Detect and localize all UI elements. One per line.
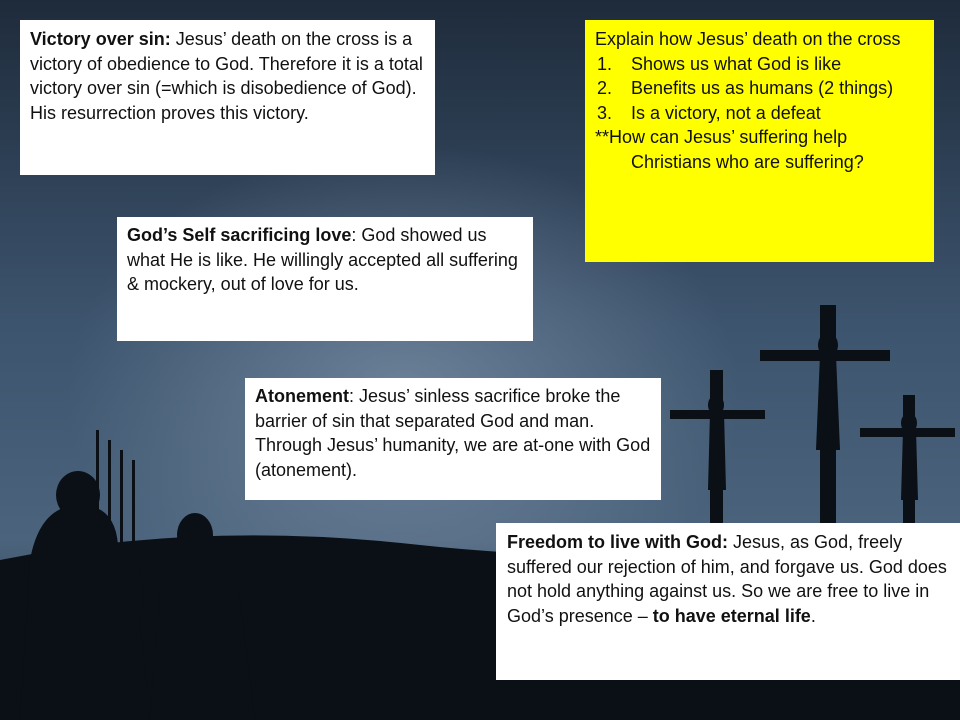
- list-item: [595, 52, 924, 77]
- item-text: Benefits us as humans (2 things): [631, 78, 894, 98]
- freedom-heading: Freedom to live with God:: [507, 532, 729, 552]
- freedom-text: Jesus, as God, freely suffered our rejection of him, and forgave us. God does not hold anything against us. So we are free to live in God’s presence –: [507, 532, 947, 626]
- love-text: : God showed us what He is like. He willingly accepted all suffering & mockery, out of love for us.: [127, 225, 518, 294]
- item-text: Is a victory, not a defeat: [631, 102, 821, 123]
- freedom-to-live-box: [496, 523, 960, 680]
- atonement-text: : Jesus’ sinless sacrifice broke the barrier of sin that separated God and man. Through Jesus’ humanity, we are at-one with God (atonement).: [255, 386, 651, 480]
- item-text: Shows us what God is like: [631, 53, 842, 74]
- item-number: 3.: [597, 102, 613, 123]
- item-number: 2.: [597, 78, 613, 98]
- victory-text: Jesus’ death on the cross is a victory of obedience to God. Therefore it is a total victory over sin (=which is disobedience of God). His resurrection proves this victory.: [30, 29, 423, 123]
- questions-list: [595, 52, 924, 126]
- freedom-end: .: [810, 605, 816, 626]
- list-item: [595, 101, 924, 126]
- questions-box: [585, 20, 934, 262]
- questions-extra: **How can Jesus’ suffering help Christians who are suffering?: [595, 127, 864, 172]
- freedom-emphasis: to have eternal life: [652, 605, 811, 626]
- atonement-box: [245, 378, 661, 500]
- love-heading: God’s Self sacrificing love: [127, 225, 352, 245]
- questions-intro: Explain how Jesus’ death on the cross: [595, 29, 901, 49]
- victory-heading: Victory over sin:: [30, 29, 171, 49]
- item-number: 1.: [597, 53, 613, 74]
- atonement-heading: Atonement: [255, 386, 349, 406]
- list-item: [595, 76, 924, 101]
- self-sacrificing-love-box: [117, 217, 533, 341]
- victory-over-sin-box: [20, 20, 435, 175]
